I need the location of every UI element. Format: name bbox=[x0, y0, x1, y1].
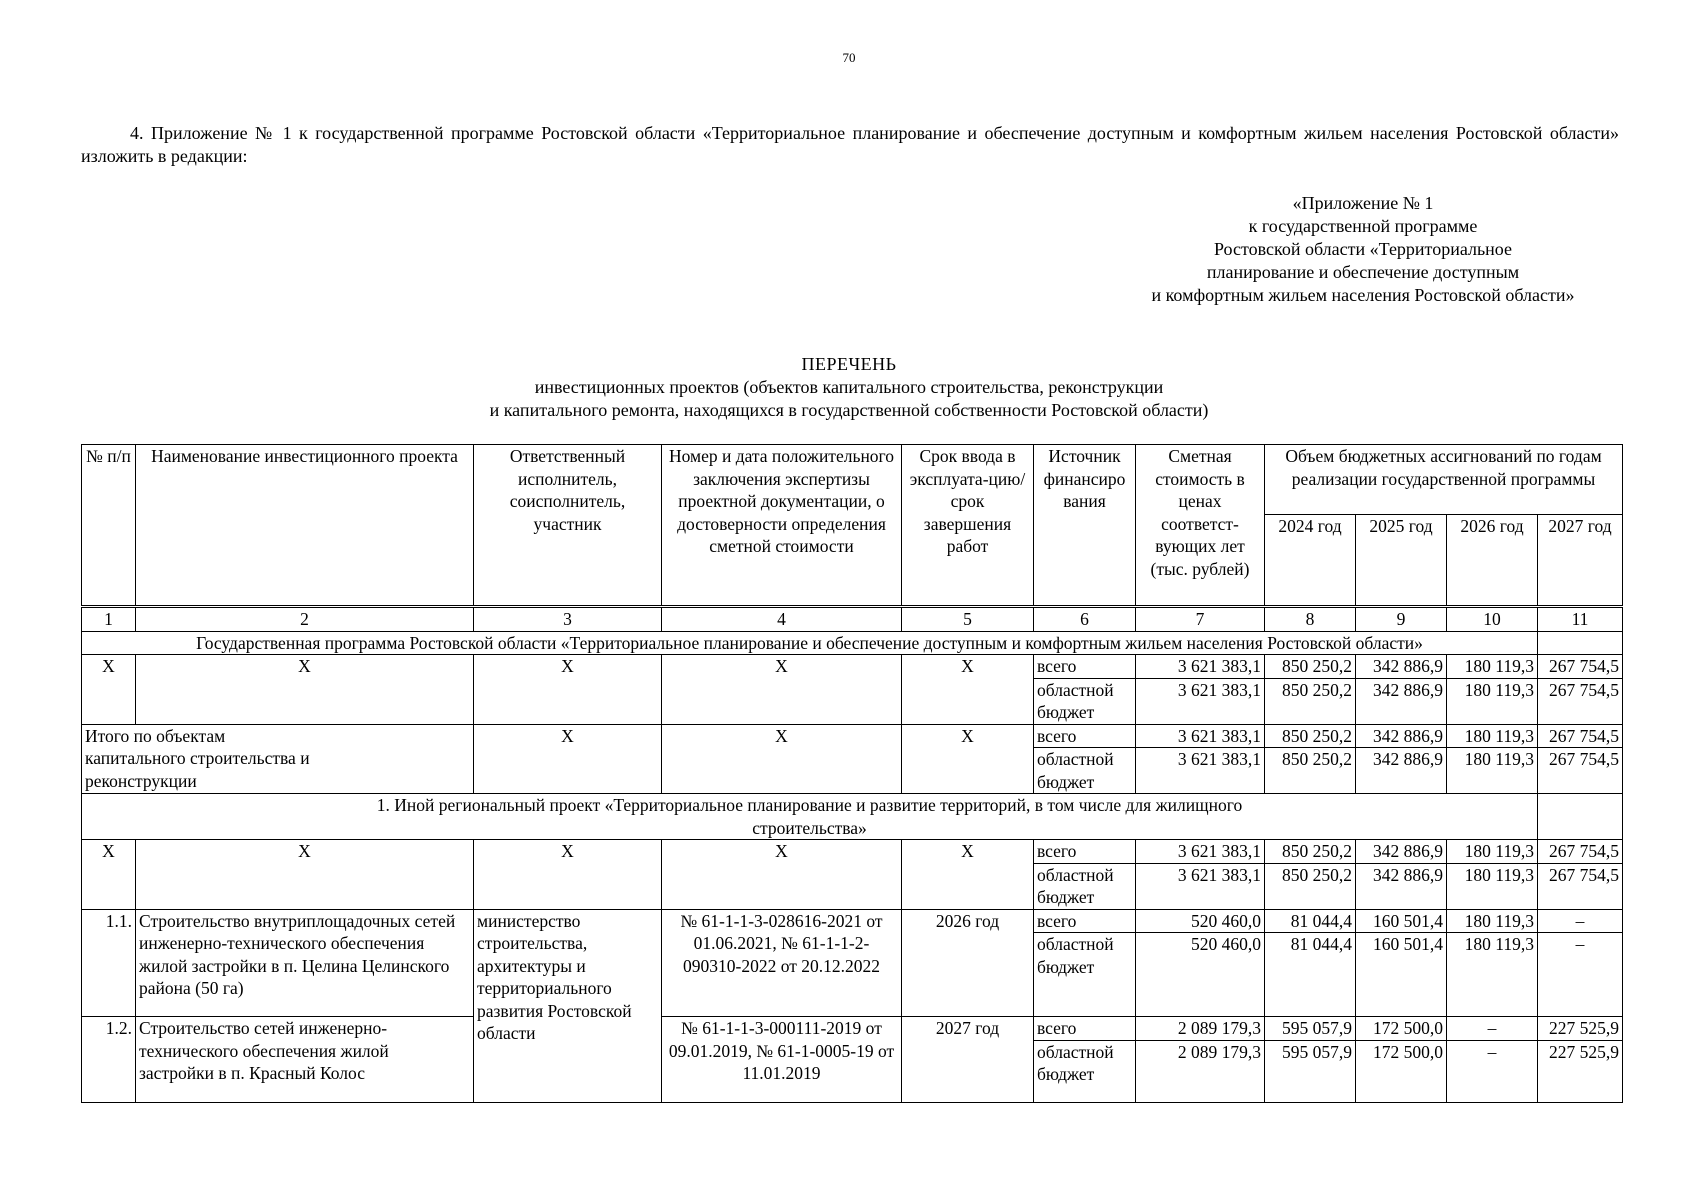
col-number: 7 bbox=[1136, 607, 1265, 632]
cost-value: 2 089 179,3 bbox=[1136, 1040, 1265, 1102]
year-value: – bbox=[1447, 1017, 1538, 1041]
project-total-row bbox=[82, 840, 1623, 864]
year-value: 342 886,9 bbox=[1356, 748, 1447, 794]
project-title-row bbox=[82, 794, 1623, 840]
year-value: 850 250,2 bbox=[1265, 678, 1356, 724]
item-number: 1.2. bbox=[82, 1017, 136, 1103]
x-mark: Х bbox=[902, 724, 1034, 794]
year-value: 180 119,3 bbox=[1447, 863, 1538, 909]
year-value: 595 057,9 bbox=[1265, 1040, 1356, 1102]
intro-paragraph: 4. Приложение № 1 к государственной программе Ростовской области «Территориальное планирование и обеспечение доступным и комфортным жильем населения Ростовской области» изложить в редакции: bbox=[81, 123, 1619, 166]
x-mark: Х bbox=[82, 655, 136, 725]
page-number: 70 bbox=[842, 50, 856, 65]
year-value: 81 044,4 bbox=[1265, 909, 1356, 933]
year-value: 850 250,2 bbox=[1265, 863, 1356, 909]
header-expertise: Номер и дата положительного заключения экспертизы проектной документации, о достоверности определения сметной стоимости bbox=[662, 445, 902, 607]
header-term: Срок ввода в эксплуата-цию/ срок завершения работ bbox=[902, 445, 1034, 607]
header-cost: Сметная стоимость в ценах соответст-вующих лет (тыс. рублей) bbox=[1136, 445, 1265, 607]
year-value: 160 501,4 bbox=[1356, 909, 1447, 933]
col-number: 9 bbox=[1356, 607, 1447, 632]
year-value: – bbox=[1447, 1040, 1538, 1102]
item-1-2-total-row bbox=[82, 1017, 1623, 1041]
appendix-line: планирование и обеспечение доступным bbox=[1206, 262, 1520, 282]
year-value: 267 754,5 bbox=[1538, 840, 1623, 864]
year-value: 180 119,3 bbox=[1447, 933, 1538, 1017]
year-value: 342 886,9 bbox=[1356, 678, 1447, 724]
item-term: 2027 год bbox=[902, 1017, 1034, 1103]
source-regional: областной бюджет bbox=[1034, 678, 1136, 724]
year-value: 227 525,9 bbox=[1538, 1017, 1623, 1041]
year-value: 850 250,2 bbox=[1265, 840, 1356, 864]
source-total: всего bbox=[1034, 909, 1136, 933]
source-regional: областной бюджет bbox=[1034, 863, 1136, 909]
item-number: 1.1. bbox=[82, 909, 136, 1017]
year-value: 850 250,2 bbox=[1265, 655, 1356, 679]
year-value: – bbox=[1538, 933, 1623, 1017]
x-mark: Х bbox=[136, 840, 474, 910]
heading-line: инвестиционных проектов (объектов капитального строительства, реконструкции bbox=[534, 377, 1164, 397]
cost-value: 3 621 383,1 bbox=[1136, 655, 1265, 679]
year-value: 342 886,9 bbox=[1356, 863, 1447, 909]
cost-value: 3 621 383,1 bbox=[1136, 678, 1265, 724]
year-value: 180 119,3 bbox=[1447, 655, 1538, 679]
x-mark: Х bbox=[662, 840, 902, 910]
cost-value: 3 621 383,1 bbox=[1136, 748, 1265, 794]
year-value: 180 119,3 bbox=[1447, 909, 1538, 933]
year-value: 342 886,9 bbox=[1356, 655, 1447, 679]
item-term: 2026 год bbox=[902, 909, 1034, 1017]
year-value: 267 754,5 bbox=[1538, 724, 1623, 748]
header-num: № п/п bbox=[82, 445, 136, 607]
year-value: 267 754,5 bbox=[1538, 655, 1623, 679]
item-expertise: № 61-1-1-3-028616-2021 от 01.06.2021, № 61-1-1-2-090310-2022 от 20.12.2022 bbox=[662, 909, 902, 1017]
project-title: 1. Иной региональный проект «Территориальное планирование и развитие территорий, в том числе для жилищного строительства» bbox=[82, 794, 1538, 840]
year-value: 267 754,5 bbox=[1538, 748, 1623, 794]
year-value: 172 500,0 bbox=[1356, 1040, 1447, 1102]
x-mark: Х bbox=[474, 655, 662, 725]
col-number: 1 bbox=[82, 607, 136, 632]
year-value: 180 119,3 bbox=[1447, 724, 1538, 748]
x-mark: Х bbox=[474, 840, 662, 910]
investment-projects-table bbox=[81, 444, 1623, 1103]
column-numbers-row bbox=[82, 607, 1623, 632]
item-1-1-total-row bbox=[82, 909, 1623, 933]
source-total: всего bbox=[1034, 1017, 1136, 1041]
cost-value: 2 089 179,3 bbox=[1136, 1017, 1265, 1041]
year-value: 267 754,5 bbox=[1538, 863, 1623, 909]
source-total: всего bbox=[1034, 655, 1136, 679]
cost-value: 3 621 383,1 bbox=[1136, 840, 1265, 864]
year-value: 180 119,3 bbox=[1447, 748, 1538, 794]
year-value: 180 119,3 bbox=[1447, 840, 1538, 864]
year-value: 267 754,5 bbox=[1538, 678, 1623, 724]
col-number: 2 bbox=[136, 607, 474, 632]
itogo-label: Итого по объектам капитального строительства и реконструкции bbox=[82, 724, 474, 794]
document-heading bbox=[0, 353, 1698, 422]
x-mark: Х bbox=[662, 724, 902, 794]
header-volume: Объем бюджетных ассигнований по годам реализации государственной программы bbox=[1265, 445, 1623, 515]
year-value: 342 886,9 bbox=[1356, 840, 1447, 864]
year-value: 850 250,2 bbox=[1265, 748, 1356, 794]
year-value: 160 501,4 bbox=[1356, 933, 1447, 1017]
year-value: 180 119,3 bbox=[1447, 678, 1538, 724]
header-name: Наименование инвестиционного проекта bbox=[136, 445, 474, 607]
header-source: Источник финансиро вания bbox=[1034, 445, 1136, 607]
header-executor: Ответственный исполнитель, соисполнитель, участник bbox=[474, 445, 662, 607]
appendix-line: и комфортным жильем населения Ростовской области» bbox=[1151, 285, 1575, 305]
appendix-line: к государственной программе bbox=[1248, 216, 1478, 236]
source-total: всего bbox=[1034, 840, 1136, 864]
x-mark: Х bbox=[474, 724, 662, 794]
year-value: – bbox=[1538, 909, 1623, 933]
col-number: 5 bbox=[902, 607, 1034, 632]
source-regional: областной бюджет bbox=[1034, 748, 1136, 794]
col-number: 4 bbox=[662, 607, 902, 632]
cost-value: 3 621 383,1 bbox=[1136, 724, 1265, 748]
appendix-line: «Приложение № 1 bbox=[1292, 193, 1434, 213]
program-title-row bbox=[82, 631, 1623, 655]
x-mark: Х bbox=[82, 840, 136, 910]
program-total-row bbox=[82, 655, 1623, 679]
appendix-header bbox=[1103, 192, 1623, 307]
itogo-total-row bbox=[82, 724, 1623, 748]
col-number: 3 bbox=[474, 607, 662, 632]
heading-title: ПЕРЕЧЕНЬ bbox=[801, 354, 897, 374]
x-mark: Х bbox=[662, 655, 902, 725]
heading-line: и капитального ремонта, находящихся в государственной собственности Ростовской области) bbox=[489, 400, 1209, 420]
cost-value: 520 460,0 bbox=[1136, 933, 1265, 1017]
x-mark: Х bbox=[902, 655, 1034, 725]
header-year-2027: 2027 год bbox=[1538, 515, 1623, 607]
col-number: 6 bbox=[1034, 607, 1136, 632]
program-title: Государственная программа Ростовской области «Территориальное планирование и обеспечение доступным и комфортным жильем населения Ростовской области» bbox=[82, 631, 1538, 655]
appendix-line: Ростовской области «Территориальное bbox=[1213, 239, 1513, 259]
year-value: 227 525,9 bbox=[1538, 1040, 1623, 1102]
item-name: Строительство сетей инженерно-технического обеспечения жилой застройки в п. Красный Колос bbox=[136, 1017, 474, 1103]
year-value: 172 500,0 bbox=[1356, 1017, 1447, 1041]
col-number: 8 bbox=[1265, 607, 1356, 632]
x-mark: Х bbox=[902, 840, 1034, 910]
header-year-2025: 2025 год bbox=[1356, 515, 1447, 607]
year-value: 850 250,2 bbox=[1265, 724, 1356, 748]
header-row bbox=[82, 445, 1623, 515]
source-total: всего bbox=[1034, 724, 1136, 748]
cost-value: 3 621 383,1 bbox=[1136, 863, 1265, 909]
item-name: Строительство внутриплощадочных сетей инженерно-технического обеспечения жилой застройки в п. Целина Целинского района (50 га) bbox=[136, 909, 474, 1017]
empty-cell bbox=[1538, 631, 1623, 655]
source-regional: областной бюджет bbox=[1034, 933, 1136, 1017]
year-value: 595 057,9 bbox=[1265, 1017, 1356, 1041]
empty-cell bbox=[1538, 794, 1623, 840]
item-executor: министерство строительства, архитектуры и территориального развития Ростовской области bbox=[474, 909, 662, 1102]
header-year-2024: 2024 год bbox=[1265, 515, 1356, 607]
year-value: 81 044,4 bbox=[1265, 933, 1356, 1017]
year-value: 342 886,9 bbox=[1356, 724, 1447, 748]
header-year-2026: 2026 год bbox=[1447, 515, 1538, 607]
x-mark: Х bbox=[136, 655, 474, 725]
source-regional: областной бюджет bbox=[1034, 1040, 1136, 1102]
col-number: 11 bbox=[1538, 607, 1623, 632]
cost-value: 520 460,0 bbox=[1136, 909, 1265, 933]
col-number: 10 bbox=[1447, 607, 1538, 632]
item-expertise: № 61-1-1-3-000111-2019 от 09.01.2019, № 61-1-0005-19 от 11.01.2019 bbox=[662, 1017, 902, 1103]
